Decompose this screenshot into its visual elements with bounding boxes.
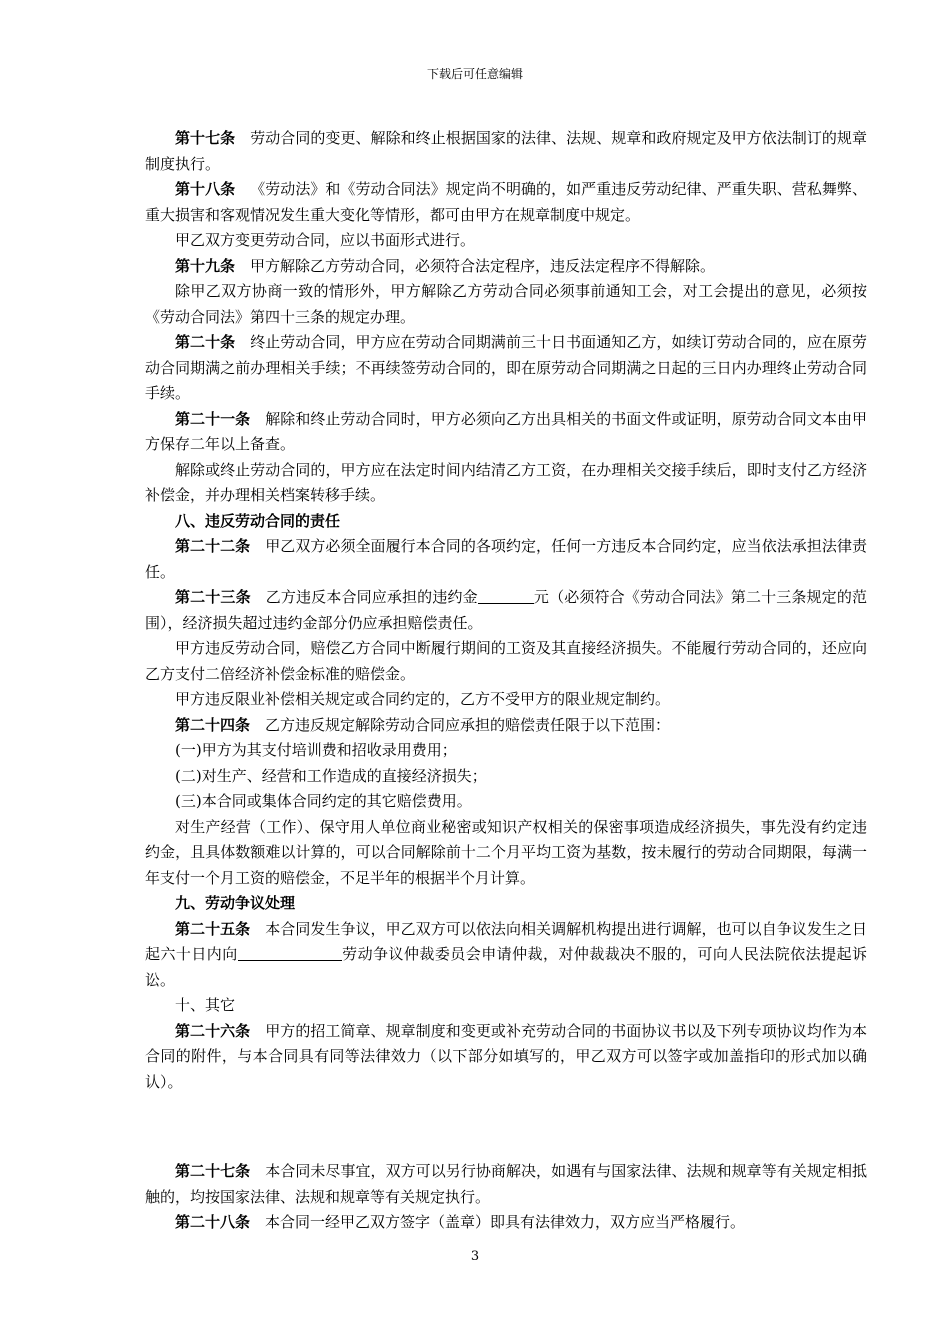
article-25	[145, 917, 867, 994]
article-17	[145, 126, 867, 177]
article-19	[145, 254, 867, 280]
article-number: 第二十一条	[175, 409, 251, 428]
section-heading-9: 九、劳动争议处理	[175, 894, 296, 912]
article-27	[145, 1159, 867, 1210]
article-number: 第二十八条	[175, 1213, 251, 1231]
article-text: 甲方的招工简章、规章制度和变更或补充劳动合同的书面协议书以及下列专项协议均作为本合同的附件，与本合同具有同等法律效力（以下部分如填写的，甲乙双方可以签字或加盖指印的形式加以确认）。	[145, 1021, 867, 1091]
article-text: 本合同一经甲乙双方签字（盖章）即具有法律效力，双方应当严格履行。	[265, 1213, 746, 1231]
article-number: 第二十七条	[175, 1162, 251, 1180]
article-number: 第二十六条	[175, 1021, 251, 1040]
paragraph: 除甲乙双方协商一致的情形外，甲方解除乙方劳动合同必须事前通知工会，对工会提出的意见，必须按《劳动合同法》第四十三条的规定办理。	[145, 282, 867, 326]
arbitration-committee-blank[interactable]	[238, 945, 342, 961]
article-text: 乙方违反规定解除劳动合同应承担的赔偿责任限于以下范围：	[265, 715, 671, 734]
article-26	[145, 1019, 867, 1096]
list-item: (二)对生产、经营和工作造成的直接经济损失；	[175, 766, 487, 785]
article-number: 第十七条	[175, 129, 236, 147]
article-number: 第二十条	[175, 333, 236, 351]
page-header: 下载后可任意编辑	[426, 67, 523, 81]
article-text: 解除和终止劳动合同时，甲方必须向乙方出具相关的书面文件或证明，原劳动合同文本由甲方保存二年以上备查。	[145, 409, 867, 453]
article-number: 第二十五条	[175, 919, 251, 938]
article-text: 《劳动法》和《劳动合同法》规定尚不明确的，如严重违反劳动纪律、严重失职、营私舞弊、重大损害和客观情况发生重大变化等情形，都可由甲方在规章制度中规定。	[145, 180, 867, 224]
penalty-amount-blank[interactable]	[478, 588, 534, 604]
article-text: 甲方解除乙方劳动合同，必须符合法定程序，违反法定程序不得解除。	[250, 256, 716, 275]
document-body	[145, 126, 867, 1236]
article-28	[145, 1210, 867, 1236]
article-text: 甲乙双方必须全面履行本合同的各项约定，任何一方违反本合同约定，应当依法承担法律责任。	[145, 537, 867, 581]
article-number: 第十九条	[175, 256, 236, 275]
article-text: 劳动合同的变更、解除和终止根据国家的法律、法规、规章和政府规定及甲方依法制订的规章制度执行。	[145, 129, 867, 173]
article-24	[145, 713, 867, 739]
list-item: (三)本合同或集体合同约定的其它赔偿费用。	[175, 792, 472, 810]
paragraph: 解除或终止劳动合同的，甲方应在法定时间内结清乙方工资，在办理相关交接手续后，即时支付乙方经济补偿金，并办理相关档案转移手续。	[145, 460, 867, 504]
paragraph: 甲方违反限业补偿相关规定或合同约定的，乙方不受甲方的限业规定制约。	[175, 690, 671, 708]
article-21	[145, 407, 867, 458]
article-text-continued: 劳动争议仲裁委员会申请仲裁，对仲裁裁决不服的，可向人民法院依法提起诉讼。	[145, 945, 867, 989]
article-text: 本合同未尽事宜，双方可以另行协商解决，如遇有与国家法律、法规和规章等有关规定相抵触的，均按国家法律、法规和规章等有关规定执行。	[145, 1162, 867, 1206]
paragraph: 甲方违反劳动合同，赔偿乙方合同中断履行期间的工资及其直接经济损失。不能履行劳动合同的，还应向乙方支付二倍经济补偿金标准的赔偿金。	[145, 639, 867, 683]
article-text: 乙方违反本合同应承担的违约金	[265, 588, 478, 606]
blank-space	[145, 1095, 867, 1159]
article-20	[145, 330, 867, 407]
paragraph: 对生产经营（工作）、保守用人单位商业秘密或知识产权相关的保密事项造成经济损失，事先没有约定违约金，且具体数额难以计算的，可以合同解除前十二个月平均工资为基数，按未履行的劳动合同期限，每满一年支付一个月工资的赔偿金，不足半年的根据半个月计算。	[145, 817, 867, 887]
article-text: 本合同发生争议，甲乙双方可以依法向相关调解机构提出进行调解，也可以自争议发生之日起六十日内向	[145, 919, 867, 963]
article-18	[145, 177, 867, 228]
article-23	[145, 585, 867, 636]
article-text-continued: 元（必须符合《劳动合同法》第二十三条规定的范围），经济损失超过违约金部分仍应承担赔偿责任。	[145, 588, 867, 632]
article-number: 第十八条	[175, 180, 236, 198]
section-heading-8: 八、违反劳动合同的责任	[175, 511, 341, 530]
article-number: 第二十四条	[175, 715, 251, 734]
section-heading-10: 十、其它	[175, 996, 236, 1014]
article-number: 第二十三条	[175, 588, 251, 606]
list-item: (一)甲方为其支付培训费和招收录用费用；	[175, 741, 457, 759]
article-22	[145, 534, 867, 585]
article-text: 终止劳动合同，甲方应在劳动合同期满前三十日书面通知乙方，如续订劳动合同的，应在原劳动合同期满之前办理相关手续；不再续签劳动合同的，即在原劳动合同期满之日起的三日内办理终止劳动合同手续。	[145, 333, 867, 402]
article-number: 第二十二条	[175, 537, 251, 555]
page-number: 3	[470, 1249, 480, 1264]
paragraph: 甲乙双方变更劳动合同，应以书面形式进行。	[175, 231, 476, 249]
